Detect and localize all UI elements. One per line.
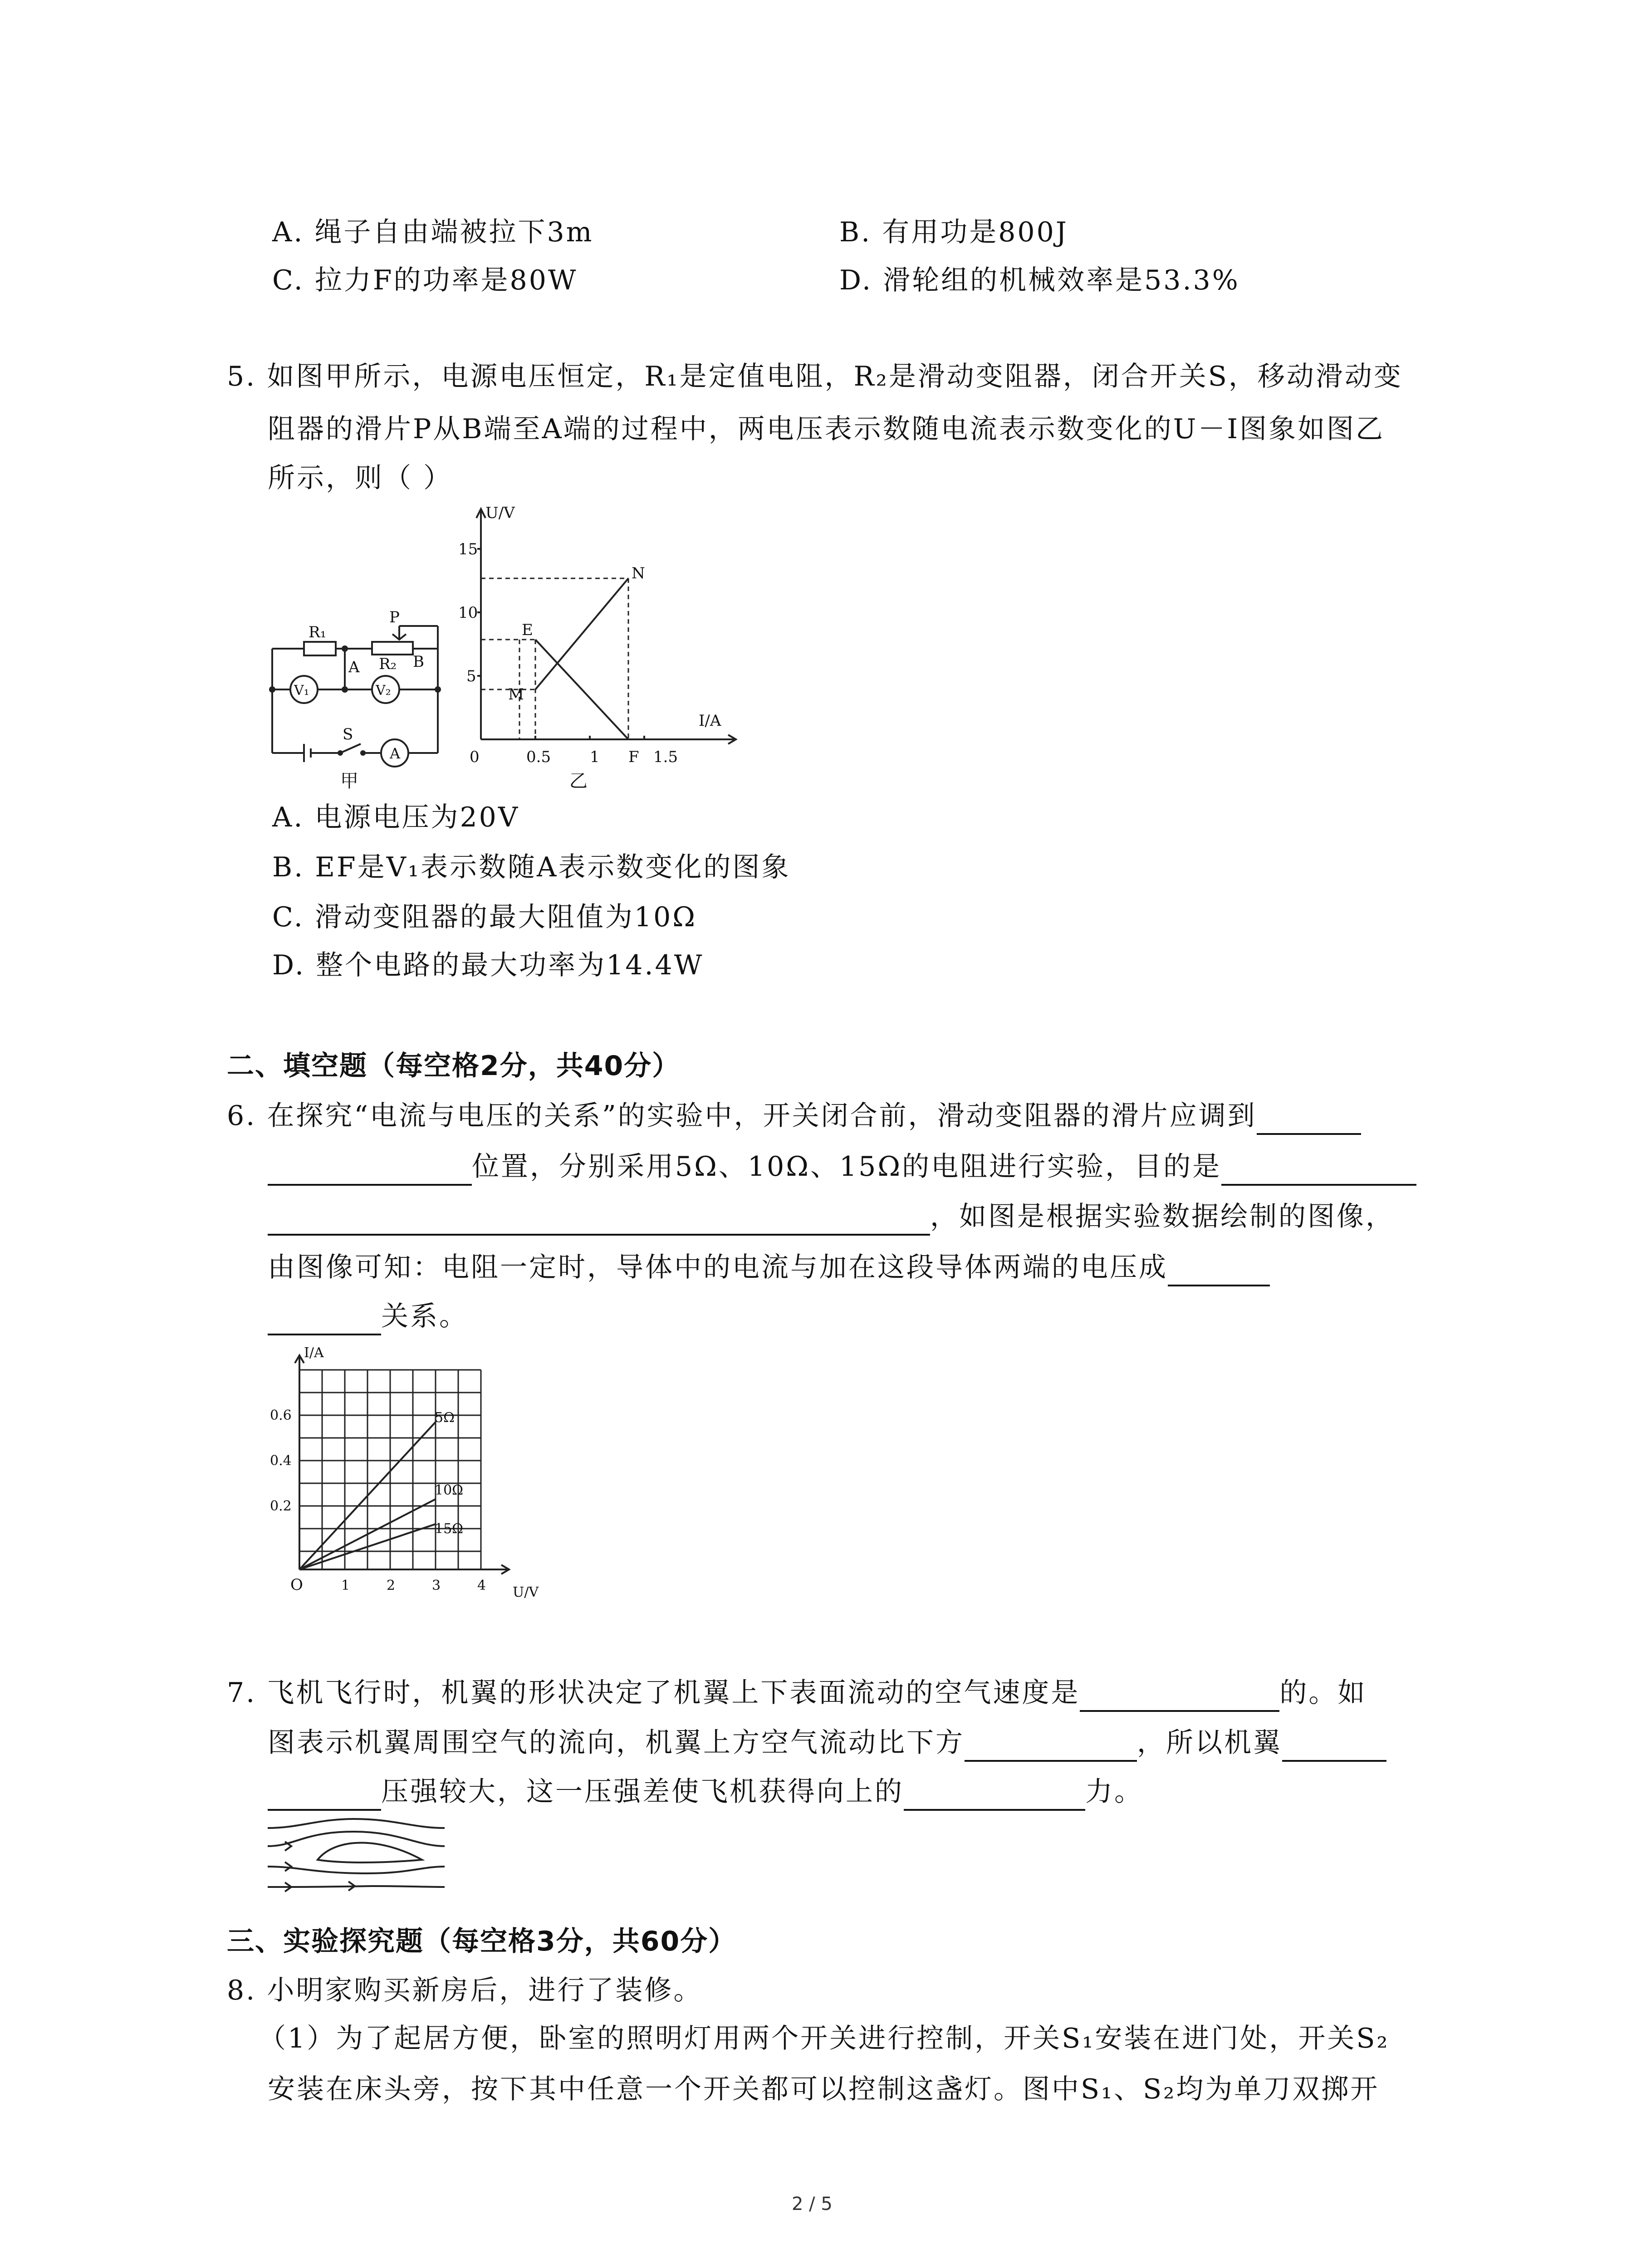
q8-line3: 安装在床头旁，按下其中任意一个开关都可以控制这盏灯。图中S₁、S₂均为单刀双掷开 <box>268 2073 1380 2105</box>
q6-line2: 位置，分别采用5Ω、10Ω、15Ω的电阻进行实验，目的是 <box>268 1148 1416 1186</box>
q5-stem-line2: 阻器的滑片P从B端至A端的过程中，两电压表示数随电流表示数变化的U－I图象如图乙 <box>268 413 1385 445</box>
q6-blank-1b[interactable] <box>268 1155 472 1186</box>
q4-option-d: D. 滑轮组的机械效率是53.3% <box>839 264 1240 296</box>
fig-jia-caption: 甲 <box>340 771 358 792</box>
q6-line5: 关系。 <box>268 1297 468 1335</box>
q6-line3: ，如图是根据实验数据绘制的图像， <box>268 1198 1395 1236</box>
q7-airfoil-figure <box>263 1810 454 1896</box>
q6-x-tick-3: 3 <box>432 1578 441 1593</box>
q8-line1: 8. 小明家购买新房后，进行了装修。 <box>227 1975 703 2006</box>
q6-blank-1a[interactable] <box>1257 1104 1361 1135</box>
q4-option-a: A. 绳子自由端被拉下3m <box>272 216 594 248</box>
q7-blank-4[interactable] <box>904 1780 1085 1811</box>
q6-line-label-15ohm: 15Ω <box>435 1521 464 1537</box>
q7-blank-3a[interactable] <box>1282 1731 1386 1762</box>
y-tick-5: 5 <box>466 667 476 685</box>
q6-blank-3b[interactable] <box>268 1305 381 1335</box>
fig-yi-caption: 乙 <box>569 771 588 792</box>
q6-x-tick-1: 1 <box>341 1578 350 1593</box>
q6-blank-2b[interactable] <box>268 1205 930 1236</box>
point-e-label: E <box>522 621 533 639</box>
graph-x-axis-label: I/A <box>699 712 721 730</box>
q5-option-b: B. EF是V₁表示数随A表示数变化的图象 <box>272 851 791 883</box>
q6-line1: 6. 在探究“电流与电压的关系”的实验中，开关闭合前，滑动变阻器的滑片应调到 <box>227 1097 1361 1135</box>
v2-meter-label: V₂ <box>376 683 391 699</box>
q6-blank-2a[interactable] <box>1221 1155 1416 1186</box>
q5-option-d: D. 整个电路的最大功率为14.4W <box>272 949 704 981</box>
q5-stem-line1: 5. 如图甲所示，电源电压恒定，R₁是定值电阻，R₂是滑动变阻器，闭合开关S，移动滑动变 <box>227 361 1403 392</box>
ammeter-label: A <box>390 745 401 762</box>
node-b-label: B <box>413 653 424 671</box>
q8-line2: （1）为了起居方便，卧室的照明灯用两个开关进行控制，开关S₁安装在进门处，开关S₂ <box>259 2023 1390 2054</box>
q6-line4: 由图像可知：电阻一定时，导体中的电流与加在这段导体两端的电压成 <box>268 1248 1270 1286</box>
q7-blank-1[interactable] <box>1080 1681 1279 1712</box>
q6-graph-origin: O <box>290 1576 303 1594</box>
q6-iu-graph <box>254 1343 572 1615</box>
q6-x-tick-4: 4 <box>477 1578 486 1593</box>
point-f-label: F <box>628 748 639 766</box>
x-tick-1.5: 1.5 <box>653 748 678 766</box>
q5-circuit-diagram <box>263 572 454 798</box>
r1-label: R₁ <box>309 623 327 641</box>
q5-option-a: A. 电源电压为20V <box>272 802 520 833</box>
q6-line-label-5ohm: 5Ω <box>435 1410 455 1426</box>
section-3-title: 三、实验探究题（每空格3分，共60分） <box>227 1926 737 1957</box>
q6-blank-3a[interactable] <box>1168 1256 1270 1286</box>
q5-option-c: C. 滑动变阻器的最大阻值为10Ω <box>272 901 697 933</box>
origin-label: 0 <box>470 748 480 766</box>
q7-line3: 压强较大，这一压强差使飞机获得向上的 力。 <box>268 1773 1143 1811</box>
page-number: 2 / 5 <box>792 2194 833 2214</box>
q4-option-b: B. 有用功是800J <box>839 216 1068 248</box>
x-tick-0.5: 0.5 <box>526 748 551 766</box>
q4-option-c: C. 拉力F的功率是80W <box>272 264 578 296</box>
q7-blank-3b[interactable] <box>268 1780 381 1811</box>
q7-blank-2[interactable] <box>965 1731 1137 1762</box>
point-n-label: N <box>632 564 645 582</box>
q7-line2: 图表示机翼周围空气的流向，机翼上方空气流动比下方 ，所以机翼 <box>268 1724 1386 1762</box>
q5-ui-graph <box>454 503 762 798</box>
q6-graph-y-axis-label: I/A <box>304 1345 324 1361</box>
switch-s-label: S <box>343 725 353 743</box>
point-m-label: M <box>508 685 524 704</box>
q6-y-tick-0.2: 0.2 <box>270 1498 292 1514</box>
q6-x-tick-2: 2 <box>387 1578 396 1593</box>
q6-line-label-10ohm: 10Ω <box>435 1482 464 1498</box>
q7-line1: 7. 飞机飞行时，机翼的形状决定了机翼上下表面流动的空气速度是 的。如 <box>227 1674 1367 1712</box>
slider-p-label: P <box>389 608 400 626</box>
q6-graph-x-axis-label: U/V <box>513 1584 539 1600</box>
v1-meter-label: V₁ <box>294 683 309 699</box>
y-tick-15: 15 <box>458 540 478 558</box>
node-a-label: A <box>348 658 360 676</box>
q5-stem-line3: 所示，则（ ） <box>268 462 453 494</box>
y-tick-10: 10 <box>458 604 478 622</box>
section-2-title: 二、填空题（每空格2分，共40分） <box>227 1050 681 1082</box>
r2-label: R₂ <box>379 655 397 673</box>
graph-y-axis-label: U/V <box>485 504 515 522</box>
q6-y-tick-0.6: 0.6 <box>270 1408 292 1423</box>
x-tick-1: 1 <box>590 748 600 766</box>
q6-y-tick-0.4: 0.4 <box>270 1453 292 1469</box>
